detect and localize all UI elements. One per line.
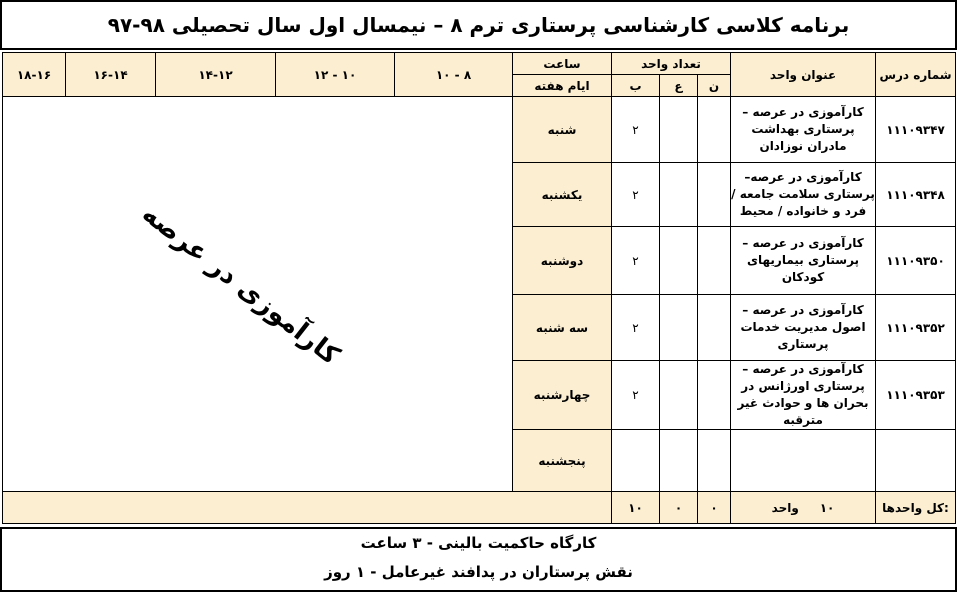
course-title-cell: کارآموزی در عرصه – اصول مدیریت خدمات پرستاری: [731, 295, 876, 361]
units-a-cell: [660, 430, 698, 492]
units-a-header: ع: [660, 75, 698, 97]
slot-header: ۱۶-۱۴: [66, 53, 156, 97]
units-n-cell: [698, 361, 731, 430]
units-b-cell: ۲: [612, 227, 660, 295]
units-b-cell: [612, 430, 660, 492]
totals-row: [3, 492, 956, 524]
total-value: ۱۰: [819, 500, 835, 515]
units-b-cell: ۲: [612, 361, 660, 430]
code-header: شماره درس: [876, 53, 956, 97]
page-title: برنامه کلاسی کارشناسی پرستاری ترم ۸ – نیمسال اول سال تحصیلی ۹۸-۹۷: [0, 0, 957, 50]
totals-spacer: [3, 492, 612, 524]
units-b-header: ب: [612, 75, 660, 97]
course-code-cell: ۱۱۱۰۹۳۴۸: [876, 163, 956, 227]
units-n-cell: [698, 430, 731, 492]
total-unit-label: واحد: [771, 500, 799, 515]
slot-header: ۱۴-۱۲: [156, 53, 276, 97]
weekday-header: ایام هفته: [513, 75, 612, 97]
slot-header: ۱۲ - ۱۰: [276, 53, 395, 97]
course-title-cell: کارآموزی در عرصه– پرستاری سلامت جامعه / فرد و خانواده / محیط: [731, 163, 876, 227]
units-n-cell: [698, 97, 731, 163]
course-title-cell: کارآموزی در عرصه – پرستاری بهداشت مادران نوزادان: [731, 97, 876, 163]
total-n: ۰: [698, 492, 731, 524]
hour-header: ساعت: [513, 53, 612, 75]
table-row: [3, 97, 956, 163]
day-cell: دوشنبه: [513, 227, 612, 295]
course-title-cell: کارآموزی در عرصه – پرستاری اورژانس در بحران ها و حوادث غیر مترقبه: [731, 361, 876, 430]
course-code-cell: ۱۱۱۰۹۳۴۷: [876, 97, 956, 163]
course-title-cell: کارآموزی در عرصه – پرستاری بیماریهای کودکان: [731, 227, 876, 295]
schedule-table: [2, 52, 956, 524]
units-a-cell: [660, 227, 698, 295]
units-a-cell: [660, 295, 698, 361]
course-code-cell: ۱۱۱۰۹۳۵۳: [876, 361, 956, 430]
units-a-cell: [660, 163, 698, 227]
units-n-header: ن: [698, 75, 731, 97]
day-cell: چهارشنبه: [513, 361, 612, 430]
total-a: ۰: [660, 492, 698, 524]
units-a-cell: [660, 361, 698, 430]
diagonal-label: کارآموزی در عرصه: [136, 198, 345, 372]
units-n-cell: [698, 227, 731, 295]
total-b: ۱۰: [612, 492, 660, 524]
day-cell: پنجشنبه: [513, 430, 612, 492]
total-units: [731, 492, 876, 524]
day-cell: یکشنبه: [513, 163, 612, 227]
units-n-cell: [698, 163, 731, 227]
total-label: کل واحدها:: [876, 492, 956, 524]
units-b-cell: ۲: [612, 97, 660, 163]
units-header: تعداد واحد: [612, 53, 731, 75]
units-n-cell: [698, 295, 731, 361]
note-line: نقش پرستاران در پدافند غیرعامل - ۱ روز: [324, 563, 633, 581]
units-b-cell: ۲: [612, 295, 660, 361]
course-code-cell: ۱۱۱۰۹۳۵۰: [876, 227, 956, 295]
course-code-cell: ۱۱۱۰۹۳۵۲: [876, 295, 956, 361]
units-a-cell: [660, 97, 698, 163]
notes-box: [0, 527, 957, 592]
course-title-header: عنوان واحد: [731, 53, 876, 97]
slot-header: ۱۸-۱۶: [3, 53, 66, 97]
units-b-cell: ۲: [612, 163, 660, 227]
course-code-cell: [876, 430, 956, 492]
slot-header: ۱۰ - ۸: [395, 53, 513, 97]
day-cell: سه شنبه: [513, 295, 612, 361]
note-line: کارگاه حاکمیت بالینی - ۳ ساعت: [360, 534, 597, 552]
day-cell: شنبه: [513, 97, 612, 163]
course-title-cell: [731, 430, 876, 492]
